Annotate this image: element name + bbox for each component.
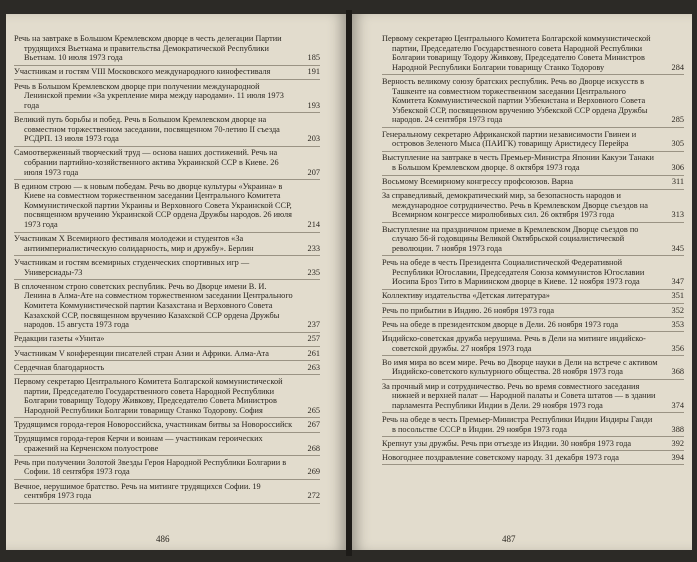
toc-entry-page: 351 bbox=[671, 291, 684, 301]
toc-entry-title: Первому секретарю Центрального Комитета Болгарской коммунистической партии, Председателю Государственного совета Народной Республики Болгарии товарищу Тодору Живкову, Председателю Совета Министров Народной Республики Болгарии товарищу Станко Тодорову. София bbox=[14, 376, 283, 415]
toc-entry-page: 272 bbox=[307, 491, 320, 501]
toc-entry-page: 352 bbox=[671, 305, 684, 315]
toc-entry-title: Речь на обеде в честь Премьер-Министра Республики Индии Индиры Ганди в посольстве СССР в Индии. 29 ноября 1973 года bbox=[382, 414, 653, 434]
toc-entry-page: 306 bbox=[671, 162, 684, 172]
toc-entry bbox=[14, 363, 320, 376]
toc-entry-page: 374 bbox=[671, 400, 684, 410]
toc-entry-page: 267 bbox=[307, 419, 320, 429]
toc-entry-page: 207 bbox=[307, 167, 320, 177]
toc-entry bbox=[382, 130, 684, 152]
toc-list-left bbox=[14, 34, 320, 526]
toc-entry bbox=[14, 334, 320, 347]
toc-entry bbox=[382, 415, 684, 437]
toc-entry bbox=[382, 382, 684, 414]
toc-entry-title: Первому секретарю Центрального Комитета Болгарской коммунистической партии, Председателю Государственного совета Народной Республики Болгарии товарищу Тодору Живкову, Председателю Совета Министров Народной Республики Болгарии товарищу Станко Тодорову bbox=[382, 34, 651, 72]
toc-entry bbox=[14, 182, 320, 233]
toc-entry-title: Участникам V конференции писателей стран Азии и Африки. Алма-Ата bbox=[14, 348, 269, 358]
toc-entry-page: 392 bbox=[671, 438, 684, 448]
toc-entry bbox=[382, 191, 684, 223]
toc-entry-title: Крепнут узы дружбы. Речь при отъезде из Индии. 30 ноября 1973 года bbox=[382, 438, 632, 448]
toc-entry bbox=[14, 258, 320, 280]
toc-entry-title: Вечное, нерушимое братство. Речь на митинге трудящихся Софии. 19 сентября 1973 года bbox=[14, 481, 261, 501]
toc-entry-title: Выступление на праздничном приеме в Кремлевском Дворце съездов по случаю 56-й годовщины Великой Октябрьской социалистической революции. 7 ноября 1973 года bbox=[382, 224, 639, 253]
toc-entry-title: Участникам и гостям VIII Московского международного кинофестиваля bbox=[14, 67, 271, 77]
toc-entry bbox=[382, 358, 684, 380]
toc-entry bbox=[14, 34, 320, 66]
toc-entry-title: Речь при получении Золотой Звезды Героя Народной Республики Болгарии в Софии. 18 сентября 1973 года bbox=[14, 457, 287, 477]
toc-entry-title: Индийско-советская дружба нерушима. Речь в Дели на митинге индийско-советской дружбы. 27 ноября 1973 года bbox=[382, 333, 646, 353]
toc-entry-page: 193 bbox=[307, 100, 320, 110]
toc-entry-title: Великий путь борьбы и побед. Речь в Большом Кремлевском дворце на совместном торжественном заседании, посвященном 70-летию II съезда РСДРП. 13 июля 1973 года bbox=[14, 114, 280, 144]
toc-entry-title: Трудящимся города-героя Новороссийска, участникам битвы за Новороссийск bbox=[14, 419, 293, 429]
toc-entry bbox=[382, 334, 684, 356]
toc-entry bbox=[14, 482, 320, 504]
toc-entry bbox=[14, 377, 320, 418]
toc-entry bbox=[382, 439, 684, 452]
toc-entry-page: 261 bbox=[307, 348, 320, 358]
toc-entry-page: 356 bbox=[671, 343, 684, 353]
toc-entry-title: Верность великому союзу братских республик. Речь во Дворце искусств в Ташкенте на совместном торжественном заседании Центрального Комитета Коммунистической партии Узбекистана и Верховного Совета Узбекской ССР, посвященном вручению Узбекской ССР ордена Дружбы народов. 24 сентября 1973 года bbox=[382, 76, 648, 125]
toc-entry-title: Речь на завтраке в Большом Кремлевском дворце в честь делегации Партии трудящихся Вьетнама и правительства Демократической Республики Вьетнам. 10 июля 1973 года bbox=[14, 34, 282, 63]
toc-list-right bbox=[382, 34, 684, 526]
toc-entry-page: 191 bbox=[307, 67, 320, 77]
toc-entry-page: 265 bbox=[307, 405, 320, 415]
toc-entry bbox=[14, 420, 320, 433]
toc-entry-page: 263 bbox=[307, 362, 320, 372]
toc-entry-title: Участникам и гостям всемирных студенческих спортивных игр — Универсиады-73 bbox=[14, 258, 250, 277]
toc-entry bbox=[382, 153, 684, 175]
toc-entry bbox=[14, 434, 320, 456]
toc-entry-page: 235 bbox=[307, 267, 320, 277]
toc-entry-title: За справедливый, демократический мир, за безопасность народов и международное сотрудничество. Речь в Кремлевском Дворце съездов на Всемирном конгрессе миролюбивых сил. 26 октября 1973 года bbox=[382, 191, 648, 220]
toc-entry-page: 347 bbox=[671, 277, 684, 287]
toc-entry-title: Речь на обеде в президентском дворце в Дели. 26 ноября 1973 года bbox=[382, 319, 619, 329]
toc-entry-page: 305 bbox=[671, 139, 684, 149]
toc-entry-page: 345 bbox=[671, 243, 684, 253]
toc-entry bbox=[382, 453, 684, 466]
toc-entry-title: В сплоченном строю советских республик. Речь во Дворце имени В. И. Ленина в Алма-Ате на совместном торжественном заседании Центрального Комитета Коммунистической партии Казахстана и Верховного Совета Казахской ССР, посвященном вручению Казахской ССР ордена Дружбы народов. 15 августа 1973 года bbox=[14, 281, 293, 330]
toc-entry bbox=[382, 291, 684, 304]
toc-entry-page: 353 bbox=[671, 319, 684, 329]
toc-entry-page: 285 bbox=[671, 115, 684, 125]
toc-entry-title: За прочный мир и сотрудничество. Речь во время совместного заседания нижней и верхней палат — Народной палаты и Совета штатов — в здании парламента Республики Индии в Дели. 29 ноября 1973 года bbox=[382, 381, 656, 410]
right-page bbox=[352, 14, 692, 550]
toc-entry-page: 313 bbox=[671, 210, 684, 220]
toc-entry-page: 233 bbox=[307, 243, 320, 253]
toc-entry bbox=[382, 225, 684, 257]
toc-entry-title: Сердечная благодарность bbox=[14, 362, 105, 372]
toc-entry-title: Во имя мира во всем мире. Речь во Дворце науки в Дели на встрече с активом Индийско-советского культурного общества. 28 ноября 1973 года bbox=[382, 357, 658, 377]
toc-entry bbox=[382, 34, 684, 75]
toc-entry bbox=[14, 458, 320, 480]
toc-entry-page: 268 bbox=[307, 443, 320, 453]
toc-entry-title: Трудящимся города-героя Керчи и воинам — участникам героических сражений на Керченском полуострове bbox=[14, 434, 263, 453]
toc-entry-page: 257 bbox=[307, 334, 320, 344]
toc-entry-page: 394 bbox=[671, 452, 684, 462]
toc-entry bbox=[14, 349, 320, 362]
toc-entry-page: 311 bbox=[671, 177, 684, 187]
toc-entry-title: Коллективу издательства «Детская литература» bbox=[382, 291, 550, 301]
toc-entry bbox=[14, 67, 320, 80]
toc-entry-page: 237 bbox=[307, 320, 320, 330]
toc-entry bbox=[382, 77, 684, 128]
toc-entry-page: 269 bbox=[307, 467, 320, 477]
toc-entry bbox=[14, 282, 320, 333]
toc-entry-title: Генеральному секретарю Африканской партии независимости Гвинеи и островов Зеленого Мыса (ПАИГК) товарищу Аристидесу Перейра bbox=[382, 129, 637, 149]
toc-entry-page: 214 bbox=[307, 220, 320, 230]
toc-entry bbox=[14, 115, 320, 147]
toc-entry-title: Выступление на завтраке в честь Премьер-Министра Японии Какуэи Танаки в Большом Кремлевском дворце. 8 октября 1973 года bbox=[382, 153, 654, 172]
toc-entry bbox=[14, 82, 320, 114]
left-page bbox=[6, 14, 346, 550]
toc-entry-page: 203 bbox=[307, 134, 320, 144]
toc-entry bbox=[382, 306, 684, 319]
toc-entry-title: Восьмому Всемирному конгрессу профсоюзов. Варна bbox=[382, 177, 574, 187]
toc-entry-title: Участникам X Всемирного фестиваля молодежи и студентов «За антиимпериалистическую солидарность, мир и дружбу». Берлин bbox=[14, 234, 254, 253]
toc-entry-title: Речь в Большом Кремлевском дворце при получении международной Ленинской премии «За укрепление мира между народами». 11 июля 1973 года bbox=[14, 81, 284, 110]
toc-entry-title: Самоотверженный творческий труд — основа наших достижений. Речь на собрании партийно-хозяйственного актива Украинской ССР в Киеве. 26 июля 1973 года bbox=[14, 148, 279, 177]
toc-entry-page: 368 bbox=[671, 367, 684, 377]
toc-entry-title: Речь на обеде в честь Президента Социалистической Федеративной Республики Югославии, Председателя Союза коммунистов Югославии Иосипа Броз Тито в Мариинском дворце в Киеве. 12 ноября 1973 года bbox=[382, 258, 645, 287]
toc-entry bbox=[14, 148, 320, 180]
page-number-left: 486 bbox=[156, 534, 170, 544]
toc-entry bbox=[382, 258, 684, 290]
toc-entry-title: В едином строю — к новым победам. Речь во дворце культуры «Украина» в Киеве на совместном торжественном заседании Центрального Комитета Коммунистической партии Украины и Верховного Совета Украинской ССР, посвященном вручению Украинской ССР ордена Дружбы народов. 26 июля 1973 года bbox=[14, 181, 292, 230]
toc-entry bbox=[382, 177, 684, 190]
toc-entry-page: 388 bbox=[671, 424, 684, 434]
toc-entry bbox=[382, 320, 684, 333]
toc-entry-title: Речь по прибытии в Индию. 26 ноября 1973 года bbox=[382, 305, 555, 315]
toc-entry-page: 185 bbox=[307, 53, 320, 63]
page-number-right: 487 bbox=[502, 534, 516, 544]
toc-entry-page: 284 bbox=[671, 62, 684, 72]
toc-entry-title: Новогоднее поздравление советскому народу. 31 декабря 1973 года bbox=[382, 452, 619, 462]
toc-entry-title: Редакции газеты «Унита» bbox=[14, 334, 105, 344]
toc-entry bbox=[14, 234, 320, 256]
